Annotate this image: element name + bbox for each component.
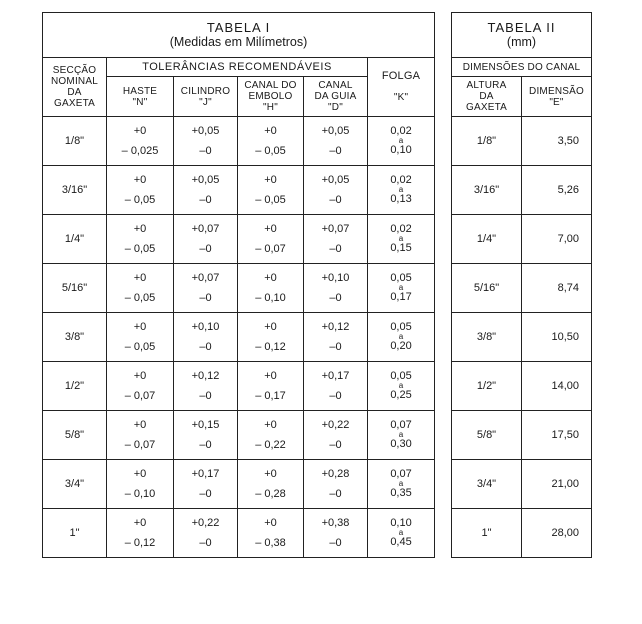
folga-a: a — [398, 185, 404, 194]
tolerancia-lower: – 0,10 — [255, 292, 286, 304]
tolerancia-lower: – 0,07 — [124, 390, 156, 402]
altura-cell: 1/4" — [452, 215, 522, 264]
tolerancia-lower: –0 — [199, 145, 212, 157]
tolerancia-lower: – 0,05 — [124, 292, 156, 304]
tolerancia-cell-d — [304, 117, 368, 166]
header-altura — [452, 77, 522, 117]
folga-cell — [368, 362, 435, 411]
altura-cell: 5/16" — [452, 264, 522, 313]
tolerancia-upper: +0,05 — [191, 174, 220, 186]
tolerancia-cell-h — [238, 509, 304, 558]
table-row — [43, 460, 435, 509]
altura-cell: 3/16" — [452, 166, 522, 215]
tolerancia-upper: +0,07 — [321, 223, 350, 235]
tolerancia-lower: –0 — [199, 292, 212, 304]
table-row — [452, 166, 592, 215]
seccao-cell: 1/2" — [43, 362, 107, 411]
table-row — [452, 509, 592, 558]
tolerancia-upper: +0,05 — [321, 174, 350, 186]
folga-min: 0,02 — [390, 125, 412, 137]
altura-cell: 1" — [452, 509, 522, 558]
tolerancia-lower: – 0,07 — [255, 243, 286, 255]
table-row — [452, 117, 592, 166]
tolerancia-cell-h — [238, 215, 304, 264]
tolerancia-upper: +0 — [133, 517, 147, 529]
seccao-cell: 5/8" — [43, 411, 107, 460]
header-dimensao-line: "E" — [549, 96, 564, 108]
table-row — [43, 313, 435, 362]
header-altura-line: GAXETA — [465, 102, 508, 113]
tolerancia-cell-h — [238, 117, 304, 166]
tolerancia-lower: – 0,025 — [121, 145, 159, 157]
tolerancia-upper: +0 — [264, 419, 277, 431]
tolerancia-upper: +0 — [133, 272, 147, 284]
tolerancia-cell-j — [174, 264, 238, 313]
tolerancia-lower: –0 — [329, 488, 342, 500]
folga-a: a — [398, 283, 404, 292]
tolerancia-lower: – 0,05 — [124, 341, 156, 353]
tolerancia-upper: +0 — [264, 468, 277, 480]
header-seccao-line: GAXETA — [53, 98, 96, 109]
folga-min: 0,05 — [390, 370, 412, 382]
tolerancia-upper: +0,07 — [191, 272, 220, 284]
folga-a: a — [398, 381, 404, 390]
tolerancia-upper: +0,22 — [191, 517, 220, 529]
table-row — [43, 215, 435, 264]
table-row — [452, 264, 592, 313]
folga-cell — [368, 509, 435, 558]
header-embolo-line: "H" — [263, 102, 278, 113]
seccao-cell: 1/8" — [43, 117, 107, 166]
tolerancia-upper: +0,07 — [191, 223, 220, 235]
folga-cell — [368, 460, 435, 509]
header-dimensao-line: DIMENSÃO — [529, 85, 584, 97]
tolerancia-upper: +0 — [133, 419, 147, 431]
tolerancia-lower: –0 — [199, 488, 212, 500]
dimensao-cell: 21,00 — [522, 460, 592, 509]
header-guia-line: DA GUIA — [314, 91, 357, 102]
header-altura-line: DA — [479, 91, 494, 102]
table-row — [43, 411, 435, 460]
tolerancia-upper: +0,17 — [191, 468, 220, 480]
tolerancia-upper: +0,05 — [321, 125, 350, 137]
tolerancia-lower: – 0,10 — [124, 488, 156, 500]
header-folga-label: FOLGA — [381, 70, 421, 82]
tolerancia-cell-n — [107, 509, 174, 558]
header-haste — [107, 77, 174, 117]
tolerancia-cell-n — [107, 264, 174, 313]
tolerancia-cell-n — [107, 411, 174, 460]
tolerancia-lower: – 0,05 — [255, 194, 286, 206]
tolerancia-cell-n — [107, 117, 174, 166]
tolerancia-upper: +0,17 — [321, 370, 350, 382]
tolerancia-lower: –0 — [199, 194, 212, 206]
tolerancia-lower: – 0,05 — [124, 243, 156, 255]
header-seccao-line: DA — [67, 87, 82, 98]
tolerancia-lower: –0 — [329, 439, 342, 451]
tolerancia-upper: +0 — [133, 174, 147, 186]
tolerancia-cell-h — [238, 362, 304, 411]
altura-cell: 3/8" — [452, 313, 522, 362]
tolerancia-upper: +0 — [264, 517, 277, 529]
tolerancia-lower: –0 — [329, 243, 342, 255]
header-seccao — [43, 58, 107, 117]
folga-max: 0,15 — [390, 242, 412, 254]
tolerancia-lower: – 0,12 — [255, 341, 286, 353]
header-tolerancias: TOLERÂNCIAS RECOMENDÁVEIS — [107, 58, 368, 77]
tolerancia-cell-d — [304, 166, 368, 215]
tolerancia-lower: –0 — [199, 537, 212, 549]
tolerancia-lower: – 0,17 — [255, 390, 286, 402]
seccao-cell: 1/4" — [43, 215, 107, 264]
tolerancia-lower: – 0,12 — [124, 537, 156, 549]
folga-a: a — [398, 430, 404, 439]
folga-a: a — [398, 479, 404, 488]
dimensao-cell: 17,50 — [522, 411, 592, 460]
tolerancia-upper: +0,12 — [191, 370, 220, 382]
tolerancia-upper: +0 — [264, 125, 277, 137]
tolerancia-cell-h — [238, 460, 304, 509]
dimensao-cell: 10,50 — [522, 313, 592, 362]
tolerancia-cell-j — [174, 460, 238, 509]
header-folga-k: "K" — [393, 92, 409, 103]
tolerancia-lower: –0 — [199, 243, 212, 255]
tolerancia-cell-h — [238, 313, 304, 362]
tolerancia-lower: –0 — [329, 292, 342, 304]
folga-min: 0,10 — [390, 517, 412, 529]
seccao-cell: 3/4" — [43, 460, 107, 509]
tolerancia-upper: +0 — [264, 174, 277, 186]
dimensao-cell: 3,50 — [522, 117, 592, 166]
folga-min: 0,05 — [390, 272, 412, 284]
header-embolo-line: CANAL DO — [244, 80, 297, 91]
header-embolo-line: EMBOLO — [248, 91, 293, 102]
tolerancia-cell-d — [304, 264, 368, 313]
tolerancia-lower: – 0,38 — [255, 537, 286, 549]
folga-min: 0,07 — [390, 419, 412, 431]
folga-min: 0,05 — [390, 321, 412, 333]
header-cilindro-line: "J" — [199, 96, 212, 108]
tabela-2 — [451, 12, 592, 558]
tolerancia-upper: +0 — [133, 370, 147, 382]
tolerancia-cell-d — [304, 313, 368, 362]
tabela-2-title-cell — [452, 13, 592, 58]
table-row — [452, 460, 592, 509]
folga-cell — [368, 215, 435, 264]
tolerancia-cell-d — [304, 215, 368, 264]
table-row — [452, 215, 592, 264]
altura-cell: 5/8" — [452, 411, 522, 460]
tolerancia-lower: – 0,07 — [124, 439, 156, 451]
folga-max: 0,10 — [390, 144, 412, 156]
folga-cell — [368, 117, 435, 166]
tolerancia-lower: –0 — [329, 194, 342, 206]
dimensao-cell: 28,00 — [522, 509, 592, 558]
dimensao-cell: 8,74 — [522, 264, 592, 313]
tolerancia-cell-d — [304, 411, 368, 460]
tolerancia-lower: – 0,22 — [255, 439, 286, 451]
tolerancia-cell-d — [304, 362, 368, 411]
folga-max: 0,30 — [390, 438, 412, 450]
tolerancia-cell-h — [238, 166, 304, 215]
folga-a: a — [398, 332, 404, 341]
seccao-cell: 3/8" — [43, 313, 107, 362]
tolerancia-upper: +0,12 — [321, 321, 350, 333]
header-haste-line: HASTE — [122, 85, 158, 97]
header-seccao-line: SECÇÃO — [52, 65, 97, 76]
table-row — [452, 313, 592, 362]
folga-min: 0,02 — [390, 223, 412, 235]
tabela-2-subtitle: (mm) — [506, 35, 537, 49]
table-row — [43, 362, 435, 411]
tolerancia-cell-n — [107, 362, 174, 411]
folga-max: 0,35 — [390, 487, 412, 499]
altura-cell: 3/4" — [452, 460, 522, 509]
table-row — [43, 264, 435, 313]
tolerancia-upper: +0,22 — [321, 419, 350, 431]
folga-a: a — [398, 136, 404, 145]
table-row — [43, 117, 435, 166]
header-cilindro — [174, 77, 238, 117]
tolerancia-lower: –0 — [199, 341, 212, 353]
header-dimensoes: DIMENSÕES DO CANAL — [452, 58, 592, 77]
tolerancia-lower: –0 — [329, 537, 342, 549]
header-embolo — [238, 77, 304, 117]
tabela-1-title-cell — [43, 13, 435, 58]
seccao-cell: 5/16" — [43, 264, 107, 313]
tabela-2-title: TABELA II — [487, 20, 556, 35]
tolerancia-cell-j — [174, 509, 238, 558]
tolerancia-upper: +0 — [133, 223, 147, 235]
tolerancia-cell-h — [238, 264, 304, 313]
table-row — [43, 166, 435, 215]
tolerancia-lower: – 0,28 — [255, 488, 286, 500]
tolerancia-lower: – 0,05 — [124, 194, 156, 206]
header-seccao-line: NOMINAL — [51, 76, 98, 87]
tolerancia-cell-d — [304, 460, 368, 509]
tolerancia-upper: +0 — [264, 321, 277, 333]
header-dimensao — [522, 77, 592, 117]
folga-a: a — [398, 528, 404, 537]
dimensao-cell: 14,00 — [522, 362, 592, 411]
tolerancia-cell-j — [174, 411, 238, 460]
tolerancia-lower: –0 — [329, 390, 342, 402]
tolerancia-cell-j — [174, 362, 238, 411]
tolerancia-upper: +0 — [133, 321, 147, 333]
folga-min: 0,02 — [390, 174, 412, 186]
tolerancia-upper: +0 — [264, 223, 277, 235]
tolerancia-cell-d — [304, 509, 368, 558]
tolerancia-lower: –0 — [199, 390, 212, 402]
table-row — [452, 411, 592, 460]
tolerancia-upper: +0 — [133, 468, 147, 480]
header-folga — [368, 58, 435, 117]
seccao-cell: 1" — [43, 509, 107, 558]
tolerancia-cell-j — [174, 117, 238, 166]
folga-cell — [368, 313, 435, 362]
dimensao-cell: 5,26 — [522, 166, 592, 215]
tolerancia-lower: –0 — [329, 145, 342, 157]
folga-max: 0,25 — [390, 389, 412, 401]
tolerancia-cell-n — [107, 460, 174, 509]
tolerancia-cell-n — [107, 313, 174, 362]
tolerancia-upper: +0 — [264, 272, 277, 284]
altura-cell: 1/2" — [452, 362, 522, 411]
tolerancia-upper: +0,38 — [321, 517, 350, 529]
header-altura-line: ALTURA — [466, 80, 507, 91]
folga-cell — [368, 264, 435, 313]
dimensao-cell: 7,00 — [522, 215, 592, 264]
tolerancia-lower: – 0,05 — [255, 145, 286, 157]
folga-a: a — [398, 234, 404, 243]
tolerancia-lower: –0 — [199, 439, 212, 451]
tabela-1 — [42, 12, 435, 558]
tolerancia-lower: –0 — [329, 341, 342, 353]
tolerancia-upper: +0,10 — [191, 321, 220, 333]
header-guia-line: CANAL — [318, 80, 353, 91]
header-cilindro-line: CILINDRO — [180, 85, 231, 97]
tolerancia-upper: +0,05 — [191, 125, 220, 137]
header-haste-line: "N" — [132, 96, 148, 108]
folga-max: 0,17 — [390, 291, 412, 303]
tabela-1-title: TABELA I — [206, 20, 271, 35]
tolerancia-cell-j — [174, 166, 238, 215]
tolerancia-upper: +0,10 — [321, 272, 350, 284]
folga-cell — [368, 411, 435, 460]
altura-cell: 1/8" — [452, 117, 522, 166]
tolerancia-upper: +0 — [133, 125, 147, 137]
tolerancia-cell-j — [174, 215, 238, 264]
folga-cell — [368, 166, 435, 215]
tolerancia-cell-j — [174, 313, 238, 362]
tolerancia-cell-n — [107, 215, 174, 264]
tolerancia-upper: +0,15 — [191, 419, 220, 431]
header-guia — [304, 77, 368, 117]
folga-max: 0,13 — [390, 193, 412, 205]
seccao-cell: 3/16" — [43, 166, 107, 215]
table-row — [452, 362, 592, 411]
tolerancia-upper: +0,28 — [321, 468, 350, 480]
table-row — [43, 509, 435, 558]
folga-min: 0,07 — [390, 468, 412, 480]
folga-max: 0,20 — [390, 340, 412, 352]
tolerancia-upper: +0 — [264, 370, 277, 382]
tabela-1-subtitle: (Medidas em Milímetros) — [169, 35, 308, 49]
header-guia-line: "D" — [328, 102, 343, 113]
tolerancia-cell-h — [238, 411, 304, 460]
tolerancia-cell-n — [107, 166, 174, 215]
folga-max: 0,45 — [390, 536, 412, 548]
